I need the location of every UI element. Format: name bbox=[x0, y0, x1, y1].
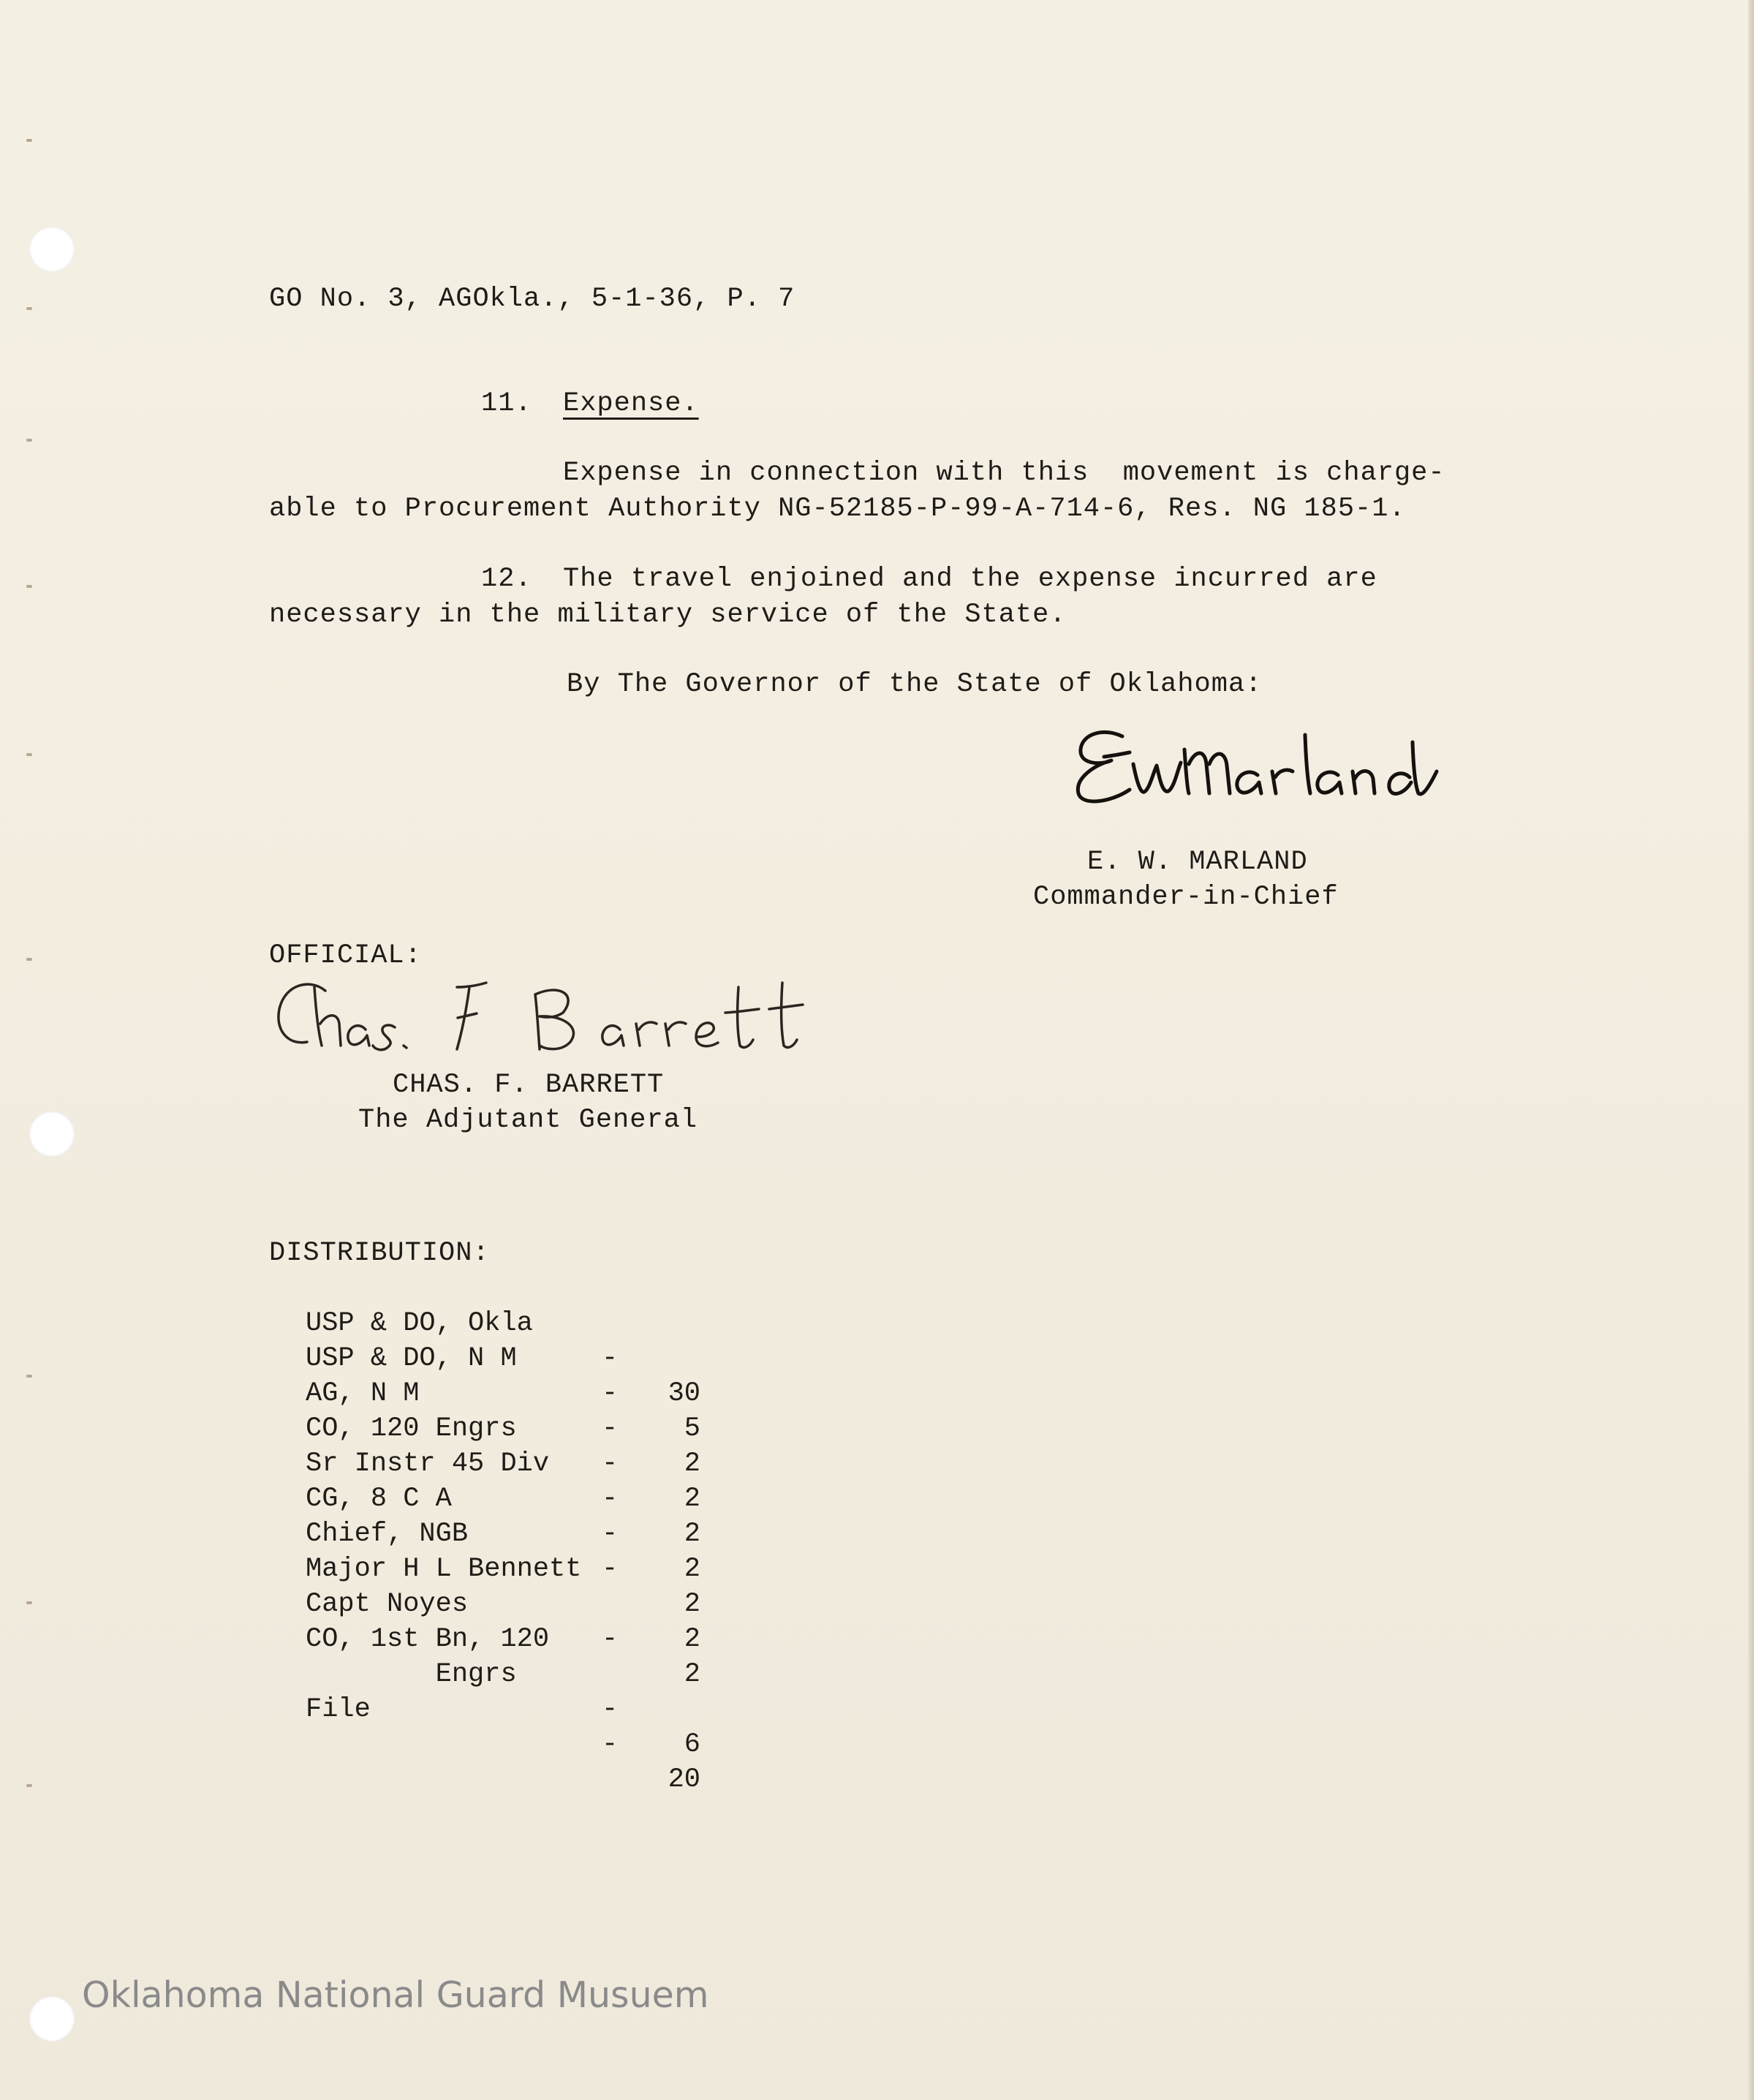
distribution-recipient: USP & DO, N M bbox=[306, 1343, 517, 1374]
section-11-line-2: able to Procurement Authority NG-52185-P-99-A-714-6, Res. NG 185-1. bbox=[269, 494, 1406, 524]
distribution-quantity: 2 bbox=[684, 1484, 700, 1514]
distribution-recipient: Chief, NGB bbox=[306, 1519, 469, 1549]
distribution-quantity: 2 bbox=[684, 1449, 700, 1479]
distribution-quantity: 2 bbox=[684, 1554, 700, 1585]
distribution-list bbox=[306, 1271, 744, 1795]
by-governor-line: By The Governor of the State of Oklahoma: bbox=[567, 669, 1263, 700]
distribution-dash: - bbox=[602, 1449, 619, 1479]
distribution-dash: - bbox=[602, 1554, 619, 1585]
museum-watermark: Oklahoma National Guard Musuem bbox=[82, 1974, 709, 2016]
distribution-recipient: Major H L Bennett bbox=[306, 1554, 582, 1585]
distribution-dash: - bbox=[602, 1624, 619, 1655]
distribution-recipient: CO, 120 Engrs bbox=[306, 1413, 517, 1444]
distribution-quantity: 2 bbox=[684, 1519, 700, 1549]
edge-mark bbox=[26, 1601, 32, 1604]
distribution-recipient: File bbox=[306, 1694, 371, 1725]
section-11-line-1: Expense in connection with this movement is charge- bbox=[563, 458, 1445, 488]
edge-mark bbox=[26, 753, 32, 756]
section-12-line-1: The travel enjoined and the expense incurred are bbox=[563, 564, 1377, 594]
distribution-dash: - bbox=[602, 1484, 619, 1514]
distribution-dash: - bbox=[602, 1694, 619, 1725]
distribution-recipient: CO, 1st Bn, 120 bbox=[306, 1624, 550, 1655]
distribution-recipient: Engrs bbox=[306, 1659, 517, 1690]
distribution-quantity: 30 bbox=[668, 1378, 700, 1409]
order-reference: GO No. 3, AGOkla., 5-1-36, P. 7 bbox=[269, 284, 795, 314]
edge-mark bbox=[26, 1784, 32, 1787]
distribution-dash: - bbox=[602, 1343, 619, 1374]
edge-mark bbox=[26, 958, 32, 961]
distribution-recipient: Sr Instr 45 Div bbox=[306, 1449, 550, 1479]
governor-name: E. W. MARLAND bbox=[1087, 847, 1308, 877]
section-12-line-2: necessary in the military service of the State. bbox=[269, 600, 1067, 630]
punch-hole-top bbox=[29, 227, 75, 272]
adjutant-title: The Adjutant General bbox=[358, 1105, 698, 1136]
edge-mark bbox=[26, 585, 32, 588]
distribution-dash: - bbox=[602, 1413, 619, 1444]
punch-hole-bottom bbox=[29, 1996, 75, 2042]
distribution-label: DISTRIBUTION: bbox=[269, 1238, 490, 1269]
adjutant-name: CHAS. F. BARRETT bbox=[393, 1070, 665, 1100]
distribution-quantity: 20 bbox=[668, 1764, 700, 1795]
page-right-edge bbox=[1748, 0, 1754, 2100]
governor-signature bbox=[1060, 720, 1470, 815]
distribution-recipient: CG, 8 C A bbox=[306, 1484, 452, 1514]
section-11-number: 11. bbox=[481, 388, 532, 419]
distribution-dash: - bbox=[602, 1378, 619, 1409]
distribution-recipient: USP & DO, Okla bbox=[306, 1308, 533, 1339]
distribution-quantity: 5 bbox=[684, 1413, 700, 1444]
distribution-quantity: 2 bbox=[684, 1624, 700, 1655]
distribution-quantity: 2 bbox=[684, 1589, 700, 1620]
edge-mark bbox=[26, 439, 32, 442]
distribution-recipient: AG, N M bbox=[306, 1378, 420, 1409]
distribution-recipient: Capt Noyes bbox=[306, 1589, 469, 1620]
edge-mark bbox=[26, 139, 32, 142]
edge-mark bbox=[26, 1375, 32, 1378]
official-label: OFFICIAL: bbox=[269, 940, 422, 971]
distribution-dash: - bbox=[602, 1519, 619, 1549]
governor-title: Commander-in-Chief bbox=[1033, 882, 1339, 913]
adjutant-signature bbox=[271, 972, 870, 1068]
punch-hole-middle bbox=[29, 1111, 75, 1157]
section-12-number: 12. bbox=[481, 564, 532, 594]
distribution-quantity: 2 bbox=[684, 1659, 700, 1690]
edge-mark bbox=[26, 307, 32, 310]
distribution-dash: - bbox=[602, 1729, 619, 1760]
distribution-quantity: 6 bbox=[684, 1729, 700, 1760]
section-11-title: Expense. bbox=[563, 388, 699, 419]
